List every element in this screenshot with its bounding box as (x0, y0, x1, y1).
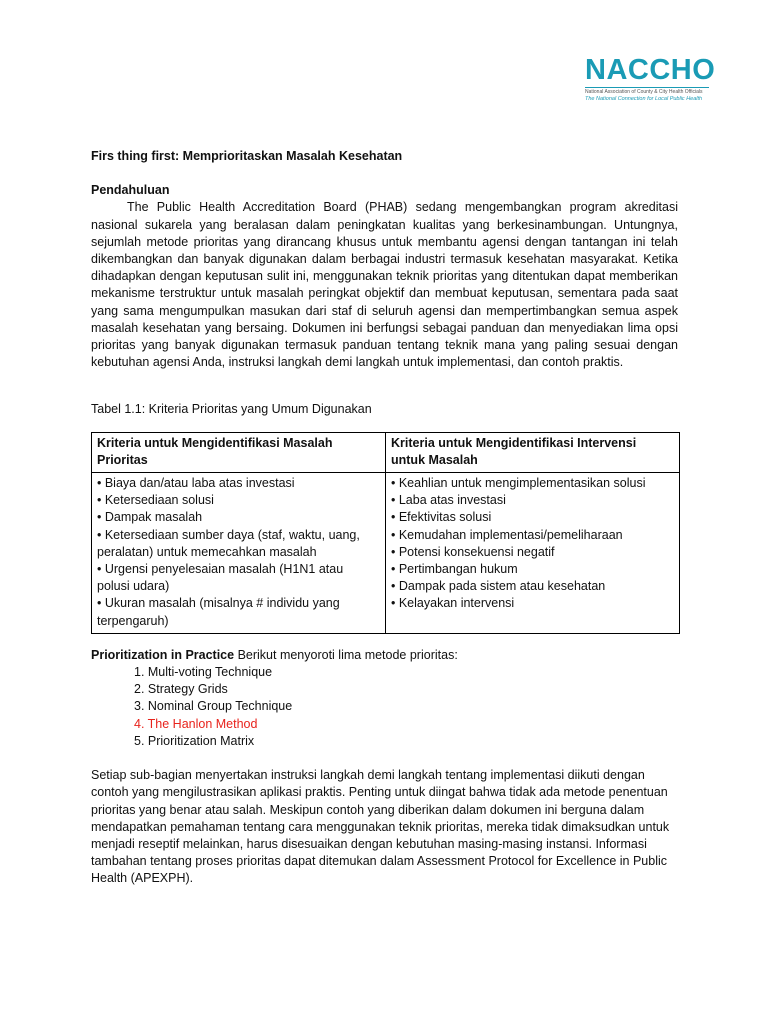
logo-subtitle: National Association of County & City Health Officials (585, 89, 703, 95)
intro-heading: Pendahuluan (91, 183, 170, 198)
list-item: 2. Strategy Grids (134, 682, 228, 697)
logo-divider (585, 87, 709, 88)
list-item: • Urgensi penyelesaian masalah (H1N1 atau polusi udara) (97, 562, 344, 594)
list-item: 1. Multi-voting Technique (134, 665, 273, 680)
table-row (92, 473, 680, 634)
problem-criteria-cell (92, 473, 386, 634)
practice-intro (91, 647, 678, 664)
list-item: • Biaya dan/atau laba atas investasi (97, 476, 295, 491)
intervention-criteria-cell (386, 473, 680, 634)
document-body (91, 148, 678, 888)
list-item: 3. Nominal Group Technique (134, 699, 293, 714)
list-item: • Ketersediaan solusi (97, 493, 214, 508)
list-item: • Potensi konsekuensi negatif (391, 544, 555, 559)
spacer (91, 165, 678, 182)
list-item: • Ukuran masalah (misalnya # individu yang terpengaruh) (97, 596, 340, 628)
list-item: • Pertimbangan hukum (391, 562, 518, 577)
naccho-logo (585, 55, 715, 103)
list-item: • Dampak masalah (97, 510, 203, 525)
table-header-row (92, 432, 680, 472)
criteria-table (91, 432, 680, 634)
table-caption: Tabel 1.1: Kriteria Prioritas yang Umum Digunakan (91, 402, 372, 417)
list-item: • Efektivitas solusi (391, 510, 492, 525)
list-item: 5. Prioritization Matrix (134, 733, 255, 748)
page-title: Firs thing first: Memprioritaskan Masalah Kesehatan (91, 149, 403, 163)
list-item-highlighted: 4. The Hanlon Method (134, 716, 258, 731)
list-item: • Keahlian untuk mengimplementasikan solusi (391, 476, 646, 491)
list-item: • Laba atas investasi (391, 493, 506, 508)
intro-paragraph: The Public Health Accreditation Board (PHAB) sedang mengembangkan program akreditasi nasional sukarela yang beralasan dalam peningkatan kualitas yang berkesinambungan. Untungnya, sejumlah metode prioritas yang dirancang khusus untuk membantu agensi dengan tantangan ini telah dikembangkan dan banyak digunakan dalam berbagai industri termasuk kesehatan masyarakat. Ketika dihadapkan dengan keputusan sulit ini, menggunakan teknik prioritas yang ditentukan dapat memberikan mekanisme terstruktur untuk masalah peringkat objektif dan membuat keputusan, sementara pada saat yang sama mengumpulkan masukan dari staf di seluruh agensi dan mempertimbangkan semua aspek masalah kesehatan yang bersaing. Dokumen ini berfungsi sebagai panduan dan menyediakan lima opsi prioritas yang banyak digunakan termasuk panduan tentang teknik mana yang paling sesuai dengan kebutuhan agensi Anda, instruksi langkah demi langkah untuk implementasi, dan contoh praktis. (91, 200, 678, 370)
table-header-problems: Kriteria untuk Mengidentifikasi Masalah Prioritas (92, 432, 386, 472)
closing-paragraph: Setiap sub-bagian menyertakan instruksi langkah demi langkah tentang implementasi diikuti dengan contoh yang mengilustrasikan aplikasi praktis. Penting untuk diingat bahwa tidak ada metode penentuan prioritas yang benar atau salah. Meskipun contoh yang diberikan dalam dokumen ini berguna dalam mendapatkan pemahaman tentang cara menggunakan teknik prioritas, mereka tidak dimaksudkan untuk menjadi reseptif melainkan, harus disesuaikan dengan kebutuhan masing-masing instansi. Informasi tambahan tentang proses prioritas dapat ditemukan dalam Assessment Protocol for Excellence in Public Health (APEXPH). (91, 768, 670, 886)
practice-text: Berikut menyoroti lima metode prioritas: (234, 647, 458, 662)
logo-tagline: The National Connection for Local Public Health (585, 96, 703, 102)
practice-heading: Prioritization in Practice (91, 647, 235, 662)
list-item: • Ketersediaan sumber daya (staf, waktu, uang, peralatan) untuk memecahkan masalah (97, 527, 360, 559)
table-header-interventions: Kriteria untuk Mengidentifikasi Intervensi untuk Masalah (386, 432, 680, 472)
logo-wordmark: NACCHO (585, 54, 716, 86)
list-item: • Kemudahan implementasi/pemeliharaan (391, 527, 623, 542)
methods-list (91, 664, 678, 750)
list-item: • Dampak pada sistem atau kesehatan (391, 579, 606, 594)
list-item: • Kelayakan intervensi (391, 596, 515, 611)
